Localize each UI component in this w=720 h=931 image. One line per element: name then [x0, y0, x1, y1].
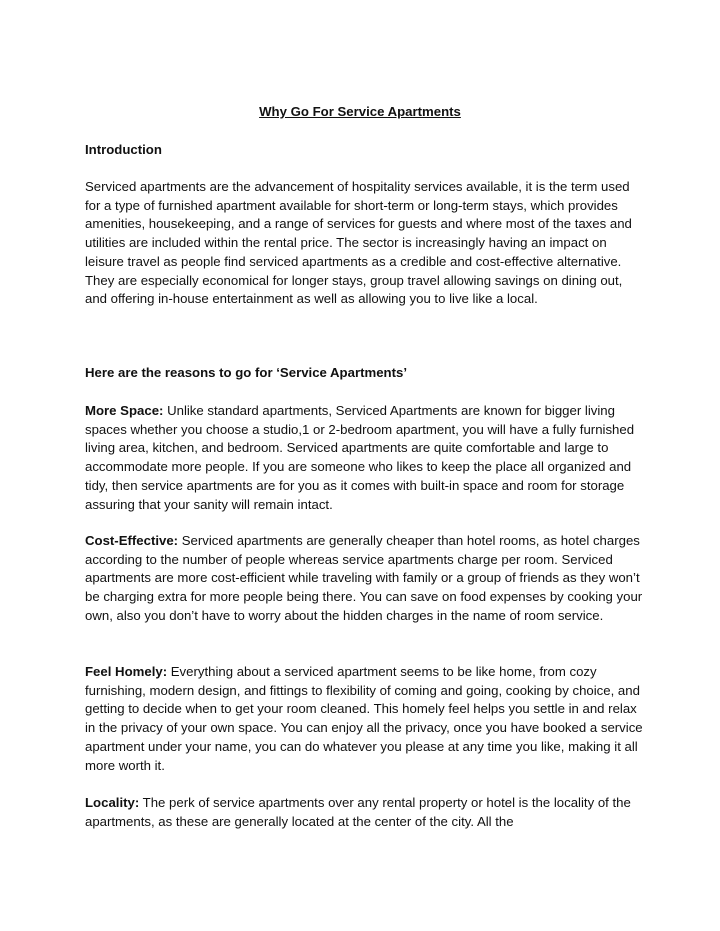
section-text: Unlike standard apartments, Serviced Apartments are known for bigger living spaces whether you choose a studio,1 or 2-bedroom apartment, you will have a fully furnished living area, kitchen, and bedroom. Serviced apartments are quite comfortable and large to accommodate more people. If you are someone who likes to keep the place all organized and tidy, then service apartments are for you as it comes with built-in space and room for storage assuring that your sanity will remain intact.	[85, 403, 635, 512]
section-text: The perk of service apartments over any rental property or hotel is the locality of the apartments, as these are generally located at the center of the city. All the	[85, 795, 631, 829]
reasons-heading: Here are the reasons to go for ‘Service Apartments’	[85, 365, 407, 380]
intro-paragraph: Serviced apartments are the advancement of hospitality services available, it is the term used for a type of furnished apartment available for short-term or long-term stays, which provides amenities, housekeeping, and a range of services for guests and where most of the taxes and utilities are included within the rental price. The sector is increasingly having an impact on leisure travel as people find serviced apartments as a credible and cost-effective alternative. They are especially economical for longer stays, group travel allowing savings on dining out, and offering in-house entertainment as well as allowing you to live like a local.	[85, 179, 632, 307]
document-title: Why Go For Service Apartments	[259, 104, 461, 119]
section-label: Locality:	[85, 795, 140, 810]
section-cost-effective	[85, 532, 645, 626]
section-label: Cost-Effective:	[85, 533, 179, 548]
section-more-space	[85, 402, 645, 514]
section-locality	[85, 794, 645, 831]
section-label: Feel Homely:	[85, 664, 168, 679]
section-text: Everything about a serviced apartment seems to be like home, from cozy furnishing, modern design, and fittings to flexibility of coming and going, cooking by choice, and getting to decide when to get your room cleaned. This homely feel helps you settle in and relax in the privacy of your own space. You can enjoy all the privacy, once you have booked a service apartment under your name, you can do whatever you please at any time you like, making it all more worth it.	[85, 664, 643, 773]
section-feel-homely	[85, 663, 645, 775]
intro-heading: Introduction	[85, 142, 162, 157]
section-text: Serviced apartments are generally cheaper than hotel rooms, as hotel charges according to the number of people whereas service apartments charge per room. Serviced apartments are more cost-efficient while traveling with family or a group of friends as they won’t be charging extra for more people being there. You can save on food expenses by cooking your own, also you don’t have to worry about the hidden charges in the name of room service.	[85, 533, 643, 623]
section-label: More Space:	[85, 403, 164, 418]
